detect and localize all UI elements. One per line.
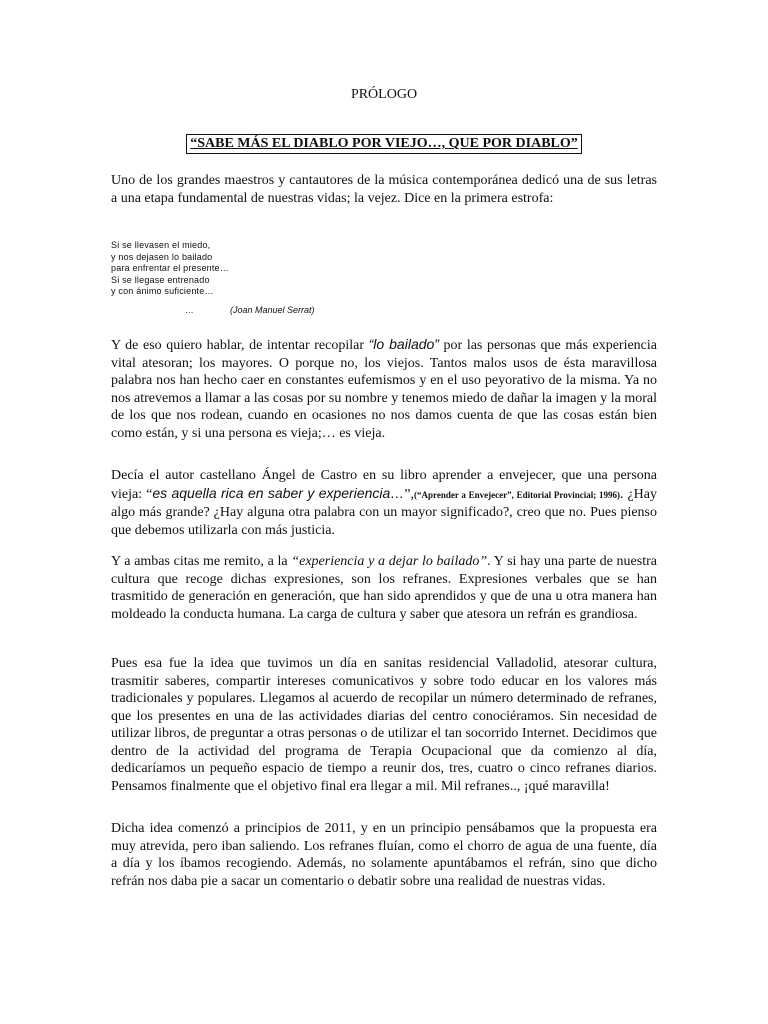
verse-line: y nos dejasen lo bailado [111,251,213,262]
text-span: . ¿Hay algo más grande? ¿Hay alguna otra palabra con un mayor significado?, creo que no. Pues pienso que debemos utilizarla con más justicia. [111,486,657,538]
quote-lo-bailado: “lo bailado” [368,336,439,352]
paragraph-idea: Pues esa fue la idea que tuvimos un día en sanitas residencial Valladolid, atesorar cultura, trasmitir saberes, compartir intereses comunicativos y sobre todo educar en los valores más tradicionales y populares. Llegamos al acuerdo de recopilar un número determinado de refranes, que los presentes en una de las actividades diarias del centro conociéramos. Sin necesidad de utilizar libros, de preguntar a otras personas o de utilizar el tan socorrido Internet. Decidimos que dentro de la actividad del programa de Terapia Ocupacional que da comienzo al día, dedicaríamos un pequeño espacio de tiempo a reunir dos, tres, cuatro o cinco refranes diarios. Pensamos finalmente que el objetivo final era llegar a mil. Mil refranes.., ¡qué maravilla! [111,656,657,794]
paragraph-comienzo: Dicha idea comenzó a principios de 2011, y en un principio pensábamos que la propuesta era muy atrevida, pero iban saliendo. Los refranes fluían, como el chorro de agua de una fuente, día a día y los íbamos recogiendo. Además, no solamente apuntábamos el refrán, sino que dicho refrán nos daba pie a sacar un comentario o debatir sobre una realidad de nuestras vidas. [111,821,657,889]
quote-definition: es aquella rica en saber y experiencia… [152,484,405,501]
text-span: por las personas que más experiencia vital atesoran; los mayores. O porque no, los viejos. Tantos malos usos de ésta maravillosa palabra nos han hecho caer en constantes eufemismos y en el uso peyorativo de la misma. Ya no nos atrevemos a llamar a las cosas por su nombre y tenemos miedo de dañar la imagen y la moral de los que nos rodean, cuando en ocasiones no nos damos cuenta de que las cosas están bien como están, y si una persona es vieja;… es vieja. [111,338,657,441]
paragraph-refranes [111,553,657,623]
paragraph-intro: Uno de los grandes maestros y cantautores de la música contemporánea dedicó una de sus letras a una etapa fundamental de nuestras vidas; la vejez. Dice en la primera estrofa: [111,173,657,206]
text-span: Decía el autor castellano Ángel de Castro en su libro aprender a envejecer, que una persona vieja: “ [111,468,657,502]
verse-line: Si se llevasen el miedo, [111,240,211,250]
text-span: Y de eso quiero hablar, de intentar recopilar [111,338,369,353]
citation-author: (Joan Manuel Serrat) [230,305,315,315]
paragraph-lo-bailado [111,336,657,442]
verse-line: Si se llegase entrenado [111,274,210,285]
text-span: ”, [404,486,415,502]
citation-ellipsis: … [185,305,194,315]
verse-citation [185,305,315,315]
page-title: PRÓLOGO [350,87,418,102]
subtitle-proverb: “SABE MÁS EL DIABLO POR VIEJO…, QUE POR DIABLO” [186,134,582,154]
text-span: . Y si hay una parte de nuestra cultura que recoge dichas expresiones, son los refranes. Expresiones verbales que se han trasmitido de generación en generación, que han sido aprendidos y que de una u otra manera han moldeado la conducta humana. La carga de cultura y saber que atesora un refrán es grandiosa. [111,554,657,622]
subtitle-wrapper [0,134,768,154]
verse-line: y con ánimo suficiente… [111,286,214,296]
text-span: Y a ambas citas me remito, a la [111,554,292,569]
verse-line: para enfrentar el presente… [111,263,229,273]
quote-experiencia: “experiencia y a dejar lo bailado” [291,554,488,569]
verse-block [111,240,411,298]
book-reference: (“Aprender a Envejecer”, Editorial Provincial; 1996) [414,489,620,500]
paragraph-angel-de-castro [111,467,657,539]
